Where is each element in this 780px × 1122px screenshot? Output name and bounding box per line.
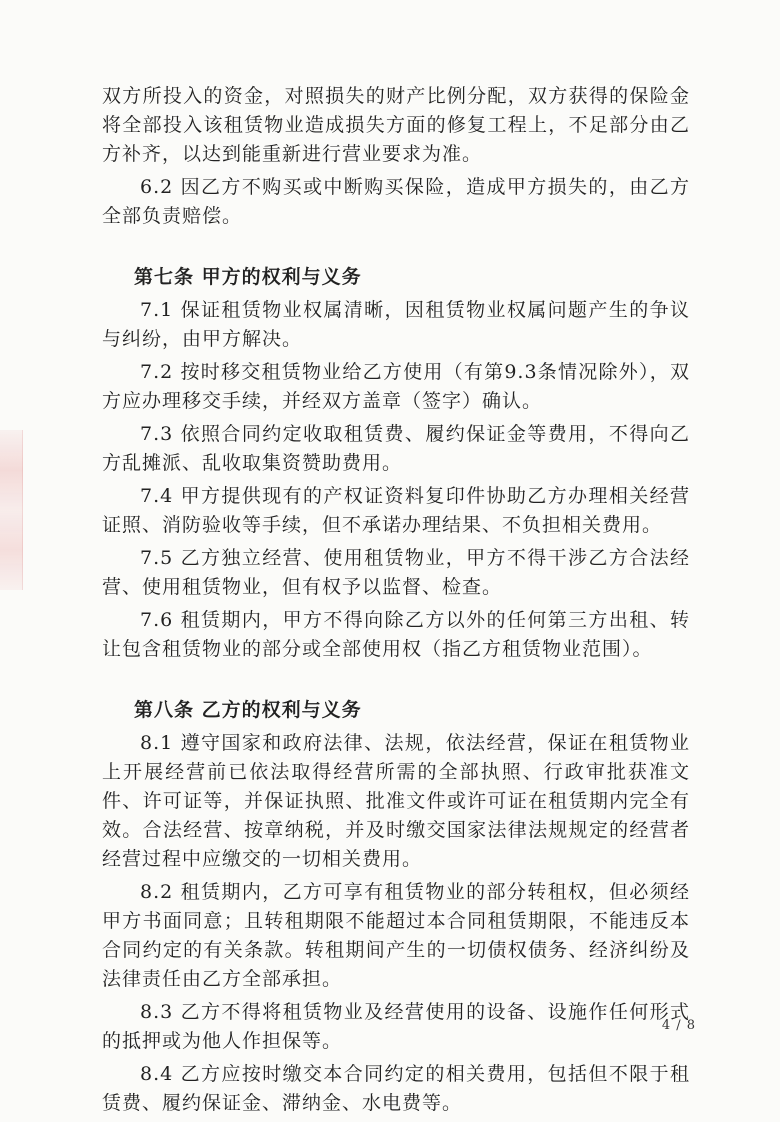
- clause-8-2: 8.2 租赁期内，乙方可享有租赁物业的部分转租权，但必须经甲方书面同意；且转租期限不能超过本合同租赁期限，不能违反本合同约定的有关条款。转租期间产生的一切债权债务、经济纠纷及法律责任由乙方全部承担。: [102, 881, 690, 990]
- paragraph-6-1-continuation: 双方所投入的资金，对照损失的财产比例分配，双方获得的保险金将全部投入该租赁物业造成损失方面的修复工程上，不足部分由乙方补齐，以达到能重新进行营业要求为准。: [102, 85, 690, 165]
- clause-7-6: 7.6 租赁期内，甲方不得向除乙方以外的任何第三方出租、转让包含租赁物业的部分或全部使用权（指乙方租赁物业范围）。: [102, 609, 690, 660]
- clause-7-1: 7.1 保证租赁物业权属清晰，因租赁物业权属问题产生的争议与纠纷，由甲方解决。: [102, 299, 690, 350]
- paragraph-6-2: 6.2 因乙方不购买或中断购买保险，造成甲方损失的，由乙方全部负责赔偿。: [102, 176, 690, 227]
- clause-8-1: 8.1 遵守国家和政府法律、法规，依法经营，保证在租赁物业上开展经营前已依法取得经营所需的全部执照、行政审批获准文件、许可证等，并保证执照、批准文件或许可证在租赁期内完全有效。合法经营、按章纳税，并及时缴交国家法律法规规定的经营者经营过程中应缴交的一切相关费用。: [102, 732, 690, 870]
- seal-stamp-edge: [0, 430, 23, 590]
- document-body: [102, 82, 690, 1122]
- clause-8-4: 8.4 乙方应按时缴交本合同约定的相关费用，包括但不限于租赁费、履约保证金、滞纳金、水电费等。: [102, 1063, 690, 1114]
- clause-7-5: 7.5 乙方独立经营、使用租赁物业，甲方不得干涉乙方合法经营、使用租赁物业，但有权予以监督、检查。: [102, 547, 690, 598]
- clause-7-4: 7.4 甲方提供现有的产权证资料复印件协助乙方办理相关经营证照、消防验收等手续，但不承诺办理结果、不负担相关费用。: [102, 485, 690, 536]
- section-8-title: 第八条 乙方的权利与义务: [134, 699, 362, 721]
- section-7-title: 第七条 甲方的权利与义务: [134, 266, 362, 288]
- clause-8-3: 8.3 乙方不得将租赁物业及经营使用的设备、设施作任何形式的抵押或为他人作担保等。: [102, 1001, 690, 1052]
- clause-7-2: 7.2 按时移交租赁物业给乙方使用（有第9.3条情况除外），双方应办理移交手续，并经双方盖章（签字）确认。: [102, 361, 690, 412]
- clause-7-3: 7.3 依照合同约定收取租赁费、履约保证金等费用，不得向乙方乱摊派、乱收取集资赞助费用。: [102, 423, 690, 474]
- page-number: 4 / 8: [661, 1018, 696, 1033]
